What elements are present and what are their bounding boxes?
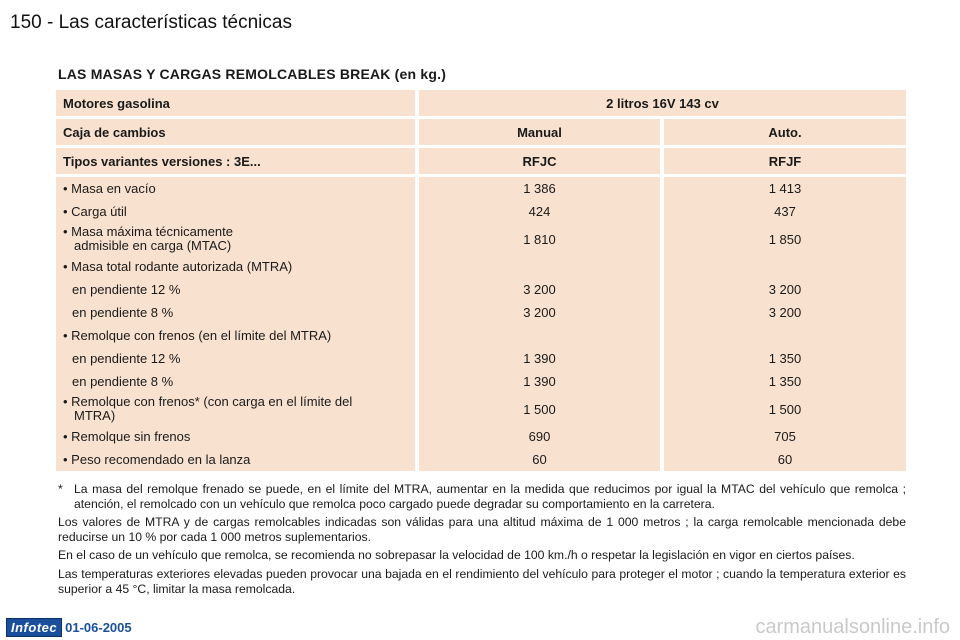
row-auto	[664, 324, 906, 347]
row-manual: 424	[419, 200, 660, 223]
row-manual: 690	[419, 425, 660, 448]
section-title: LAS MASAS Y CARGAS REMOLCABLES BREAK (en kg.)	[58, 66, 447, 82]
row-label: en pendiente 8 %	[56, 301, 415, 324]
gearbox-auto: Auto.	[664, 119, 906, 145]
row-label: • Remolque sin frenos	[56, 425, 415, 448]
table-row	[56, 347, 906, 370]
row-manual: 3 200	[419, 278, 660, 301]
row-manual: 60	[419, 448, 660, 471]
row-auto: 3 200	[664, 278, 906, 301]
row-manual: 1 500	[419, 393, 660, 425]
row-label: • Masa total rodante autorizada (MTRA)	[56, 255, 415, 278]
note-paragraph: Los valores de MTRA y de cargas remolcables indicadas son válidas para una altitud máxima de 1 000 metros ; la carga remolcable mencionada debe reducirse un 10 % por cada 1 000 metros suplementarios.	[58, 515, 906, 544]
table-row	[56, 370, 906, 393]
towing-mass-table	[56, 90, 906, 471]
row-auto: 1 350	[664, 347, 906, 370]
row-auto: 705	[664, 425, 906, 448]
footnote-text: La masa del remolque frenado se puede, en el límite del MTRA, aumentar en la medida que reducimos por igual la MTAC del vehículo que remolca ; atención, el remolcado con un vehículo que remolca poco cargado puede degradar su comportamiento en la carretera.	[74, 482, 906, 511]
page-header	[10, 12, 292, 34]
variant-manual: RFJC	[419, 148, 660, 174]
engine-label: Motores gasolina	[56, 90, 415, 116]
table-row	[56, 301, 906, 324]
variants-row	[56, 148, 906, 174]
row-label	[56, 393, 415, 425]
table-row	[56, 177, 906, 200]
infotec-logo: Infotec	[6, 618, 62, 637]
footnote-star: *	[58, 482, 63, 496]
row-label: • Remolque con frenos (en el límite del MTRA)	[56, 324, 415, 347]
table-row	[56, 223, 906, 255]
row-manual	[419, 324, 660, 347]
table-row	[56, 324, 906, 347]
watermark: carmanualsonline.info	[755, 616, 950, 638]
row-manual	[419, 255, 660, 278]
gearbox-manual: Manual	[419, 119, 660, 145]
row-manual: 1 390	[419, 347, 660, 370]
row-auto: 1 850	[664, 223, 906, 255]
gearbox-label: Caja de cambios	[56, 119, 415, 145]
variant-auto: RFJF	[664, 148, 906, 174]
table-row	[56, 393, 906, 425]
row-label: • Peso recomendado en la lanza	[56, 448, 415, 471]
table-row	[56, 200, 906, 223]
table-row	[56, 255, 906, 278]
row-label: en pendiente 12 %	[56, 347, 415, 370]
row-label: • Masa en vacío	[56, 177, 415, 200]
row-manual: 1 386	[419, 177, 660, 200]
note-paragraph: Las temperaturas exteriores elevadas pueden provocar una bajada en el rendimiento del vehículo para proteger el motor ; cuando la temperatura exterior es superior a 45 °C, limitar la masa remolcada.	[58, 566, 906, 596]
row-label-line1: • Remolque con frenos* (con carga en el límite del	[63, 394, 353, 409]
footer	[6, 618, 132, 637]
row-label-line2: admisible en carga (MTAC)	[74, 238, 232, 253]
row-auto: 60	[664, 448, 906, 471]
table-row	[56, 278, 906, 301]
row-auto: 3 200	[664, 301, 906, 324]
edition-date: 01-06-2005	[65, 620, 132, 635]
gearbox-row	[56, 119, 906, 145]
row-auto: 437	[664, 200, 906, 223]
header-separator: -	[41, 12, 59, 33]
row-auto: 1 413	[664, 177, 906, 200]
table-body	[56, 177, 906, 471]
row-manual: 1 810	[419, 223, 660, 255]
engine-row	[56, 90, 906, 116]
page-title: Las características técnicas	[58, 12, 292, 33]
note-paragraph: En el caso de un vehículo que remolca, se recomienda no sobrepasar la velocidad de 100 km./h o respetar la legislación en vigor en ciertos países.	[58, 548, 855, 563]
table-row	[56, 448, 906, 471]
row-auto: 1 350	[664, 370, 906, 393]
engine-value: 2 litros 16V 143 cv	[419, 90, 906, 116]
row-manual: 3 200	[419, 301, 660, 324]
row-auto	[664, 255, 906, 278]
notes	[58, 482, 906, 596]
variants-label: Tipos variantes versiones : 3E...	[56, 148, 415, 174]
page-number: 150	[10, 12, 42, 33]
table-row	[56, 425, 906, 448]
row-auto: 1 500	[664, 393, 906, 425]
row-label: • Carga útil	[56, 200, 415, 223]
row-manual: 1 390	[419, 370, 660, 393]
row-label	[56, 223, 415, 255]
row-label-line2: MTRA)	[74, 408, 116, 423]
row-label-line1: • Masa máxima técnicamente	[63, 224, 234, 239]
footnote	[58, 482, 906, 511]
row-label: en pendiente 12 %	[56, 278, 415, 301]
row-label: en pendiente 8 %	[56, 370, 415, 393]
